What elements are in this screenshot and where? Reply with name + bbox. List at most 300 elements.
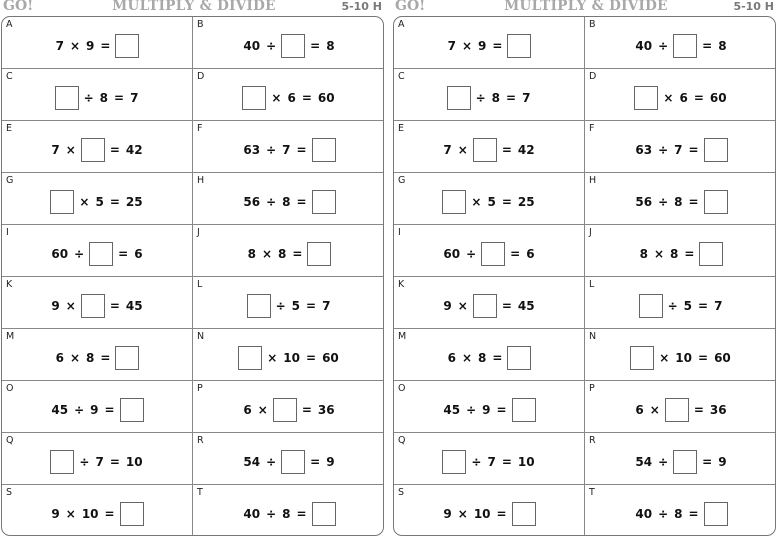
problem-cell-g <box>394 173 585 225</box>
equation-term: × <box>457 507 468 521</box>
equation <box>2 136 192 164</box>
answer-box[interactable] <box>704 502 728 526</box>
equation-term: 10 <box>675 351 692 365</box>
equation-term: = <box>492 39 503 53</box>
problem-cell-l <box>193 277 384 329</box>
equation-term: = <box>698 351 709 365</box>
equation-term: 54 <box>243 455 261 469</box>
problem-letter: O <box>6 383 14 394</box>
equation-term: ÷ <box>74 403 85 417</box>
worksheet-left <box>1 0 386 540</box>
equation-term: 9 <box>718 455 727 469</box>
equation <box>193 84 384 112</box>
equation-term: = <box>702 455 713 469</box>
answer-box[interactable] <box>81 138 105 162</box>
equation-term: × <box>461 39 472 53</box>
equation-term: × <box>659 351 670 365</box>
equation-term: = <box>114 91 125 105</box>
equation-term: × <box>461 351 472 365</box>
equation <box>2 448 192 476</box>
problem-letter: P <box>197 383 203 394</box>
answer-box[interactable] <box>247 294 271 318</box>
equation-term: = <box>496 403 507 417</box>
equation-term: = <box>501 455 512 469</box>
problem-cell-o <box>2 381 193 433</box>
answer-box[interactable] <box>630 346 654 370</box>
problem-grid <box>1 16 384 536</box>
answer-box[interactable] <box>512 502 536 526</box>
equation-term: = <box>310 455 321 469</box>
answer-box[interactable] <box>238 346 262 370</box>
worksheet-right <box>393 0 778 540</box>
equation-term: 6 <box>134 247 143 261</box>
problem-cell-d <box>585 69 776 121</box>
answer-box[interactable] <box>273 398 297 422</box>
equation-term: 25 <box>125 195 143 209</box>
equation-term: 5 <box>487 195 496 209</box>
equation-term: 7 <box>447 39 456 53</box>
equation-term: ÷ <box>658 455 669 469</box>
equation-term: 7 <box>95 455 104 469</box>
equation-term: 56 <box>635 195 653 209</box>
equation-term: 6 <box>526 247 535 261</box>
equation-term: = <box>501 299 512 313</box>
equation-term: × <box>69 39 80 53</box>
problem-cell-o <box>394 381 585 433</box>
problem-letter: T <box>197 487 203 498</box>
problem-cell-n <box>193 329 384 381</box>
equation-term: × <box>649 403 660 417</box>
answer-box[interactable] <box>281 450 305 474</box>
equation-term: = <box>100 39 111 53</box>
equation-term: 9 <box>443 299 452 313</box>
equation-term: 5 <box>291 299 300 313</box>
equation-term: 36 <box>709 403 727 417</box>
problem-letter: M <box>6 331 15 342</box>
problem-letter: R <box>589 435 596 446</box>
worksheet-code: 5-10 H <box>341 0 382 13</box>
equation-term: ÷ <box>466 247 477 261</box>
equation <box>193 344 384 372</box>
equation-term: = <box>684 247 695 261</box>
worksheet-header <box>1 0 386 16</box>
equation-term: = <box>301 403 312 417</box>
answer-box[interactable] <box>115 346 139 370</box>
answer-box[interactable] <box>473 294 497 318</box>
answer-box[interactable] <box>704 190 728 214</box>
equation-term: = <box>506 91 517 105</box>
answer-box[interactable] <box>115 34 139 58</box>
answer-box[interactable] <box>673 450 697 474</box>
equation-term: 63 <box>243 143 261 157</box>
problem-letter: H <box>197 175 205 186</box>
problem-cell-e <box>2 121 193 173</box>
equation-term: = <box>306 299 317 313</box>
problem-letter: L <box>589 279 595 290</box>
problem-cell-e <box>394 121 585 173</box>
problem-cell-i <box>2 225 193 277</box>
equation-term: × <box>663 91 674 105</box>
problem-cell-m <box>2 329 193 381</box>
problem-cell-a <box>394 17 585 69</box>
equation-term: × <box>65 507 76 521</box>
equation-term: = <box>702 39 713 53</box>
problem-letter: F <box>589 123 595 134</box>
answer-box[interactable] <box>507 34 531 58</box>
problem-letter: D <box>197 71 205 82</box>
equation-term: × <box>261 247 272 261</box>
equation-term: 42 <box>125 143 143 157</box>
equation-term: 8 <box>99 91 108 105</box>
equation-term: = <box>492 351 503 365</box>
equation-term: = <box>104 403 115 417</box>
equation-term: × <box>653 247 664 261</box>
equation-term: 60 <box>443 247 461 261</box>
problem-cell-n <box>585 329 776 381</box>
equation-term: × <box>69 351 80 365</box>
equation <box>585 136 776 164</box>
problem-letter: G <box>6 175 14 186</box>
equation-term: ÷ <box>266 455 277 469</box>
equation-term: = <box>688 195 699 209</box>
equation-term: 5 <box>683 299 692 313</box>
equation-term: 8 <box>491 91 500 105</box>
equation-term: = <box>510 247 521 261</box>
equation <box>585 240 776 268</box>
equation-term: × <box>457 299 468 313</box>
equation-term: 6 <box>447 351 456 365</box>
worksheet-code: 5-10 H <box>733 0 774 13</box>
equation-term: × <box>65 143 76 157</box>
equation-term: 9 <box>326 455 335 469</box>
answer-box[interactable] <box>312 502 336 526</box>
answer-box[interactable] <box>447 86 471 110</box>
problem-letter: A <box>398 19 405 30</box>
equation <box>193 396 384 424</box>
equation-term: 6 <box>55 351 64 365</box>
answer-box[interactable] <box>634 86 658 110</box>
problem-letter: N <box>197 331 205 342</box>
answer-box[interactable] <box>512 398 536 422</box>
answer-box[interactable] <box>50 190 74 214</box>
equation <box>585 344 776 372</box>
problem-letter: J <box>589 227 592 238</box>
equation-term: 8 <box>718 39 727 53</box>
answer-box[interactable] <box>665 398 689 422</box>
equation-term: ÷ <box>266 507 277 521</box>
equation <box>394 292 584 320</box>
problem-cell-l <box>585 277 776 329</box>
equation-term: 40 <box>635 39 653 53</box>
equation <box>585 84 776 112</box>
problem-cell-s <box>394 485 585 536</box>
problem-letter: K <box>6 279 13 290</box>
equation-term: 25 <box>517 195 535 209</box>
problem-cell-b <box>193 17 384 69</box>
problem-letter: C <box>6 71 13 82</box>
answer-box[interactable] <box>81 294 105 318</box>
answer-box[interactable] <box>473 138 497 162</box>
equation-term: 7 <box>282 143 291 157</box>
problem-letter: H <box>589 175 597 186</box>
equation-term: = <box>310 39 321 53</box>
equation-term: ÷ <box>466 403 477 417</box>
equation-term: ÷ <box>83 91 94 105</box>
problem-cell-m <box>394 329 585 381</box>
equation-term: 40 <box>635 507 653 521</box>
equation-term: × <box>271 91 282 105</box>
equation-term: 56 <box>243 195 261 209</box>
equation <box>394 188 584 216</box>
equation-term: = <box>292 247 303 261</box>
equation-term: 42 <box>517 143 535 157</box>
problem-letter: Q <box>6 435 14 446</box>
equation-term: 60 <box>714 351 731 365</box>
answer-box[interactable] <box>507 346 531 370</box>
problem-cell-j <box>585 225 776 277</box>
problem-letter: O <box>398 383 406 394</box>
answer-box[interactable] <box>120 398 144 422</box>
equation <box>394 32 584 60</box>
problem-letter: K <box>398 279 405 290</box>
equation <box>2 84 192 112</box>
answer-box[interactable] <box>55 86 79 110</box>
equation-term: = <box>688 507 699 521</box>
equation-term: ÷ <box>266 143 277 157</box>
equation <box>394 240 584 268</box>
equation-term: = <box>501 143 512 157</box>
equation-term: 45 <box>125 299 143 313</box>
equation-term: 60 <box>51 247 69 261</box>
equation-term: 7 <box>51 143 60 157</box>
equation-term: × <box>257 403 268 417</box>
equation-term: ÷ <box>266 195 277 209</box>
equation-term: ÷ <box>475 91 486 105</box>
worksheet-header <box>393 0 778 16</box>
problem-letter: J <box>197 227 200 238</box>
equation <box>394 500 584 528</box>
problem-letter: S <box>6 487 13 498</box>
answer-box[interactable] <box>120 502 144 526</box>
go-label: GO! <box>3 0 34 14</box>
problem-cell-p <box>585 381 776 433</box>
equation-term: = <box>296 507 307 521</box>
equation-term: × <box>65 299 76 313</box>
equation-term: ÷ <box>79 455 90 469</box>
equation-term: 40 <box>243 507 261 521</box>
equation-term: 7 <box>443 143 452 157</box>
equation-term: 8 <box>639 247 648 261</box>
answer-box[interactable] <box>639 294 663 318</box>
problem-cell-t <box>585 485 776 536</box>
answer-box[interactable] <box>442 190 466 214</box>
equation <box>2 292 192 320</box>
equation-term: = <box>501 195 512 209</box>
problem-cell-h <box>193 173 384 225</box>
problem-cell-k <box>394 277 585 329</box>
equation-term: ÷ <box>266 39 277 53</box>
equation-term: = <box>693 403 704 417</box>
problem-letter: D <box>589 71 597 82</box>
problem-cell-i <box>394 225 585 277</box>
equation-term: 45 <box>517 299 535 313</box>
answer-box[interactable] <box>312 138 336 162</box>
equation-term: ÷ <box>275 299 286 313</box>
equation-term: 10 <box>473 507 491 521</box>
worksheet-title: MULTIPLY & DIVIDE <box>112 0 276 14</box>
answer-box[interactable] <box>442 450 466 474</box>
problem-grid <box>393 16 776 536</box>
equation-term: 6 <box>679 91 688 105</box>
equation-term: × <box>267 351 278 365</box>
equation-term: 7 <box>487 455 496 469</box>
equation <box>394 396 584 424</box>
equation <box>193 292 384 320</box>
equation-term: = <box>688 143 699 157</box>
problem-letter: B <box>589 19 596 30</box>
equation-term: 10 <box>283 351 300 365</box>
answer-box[interactable] <box>481 242 505 266</box>
answer-box[interactable] <box>312 190 336 214</box>
equation-term: 9 <box>86 39 95 53</box>
problem-letter: I <box>6 227 9 238</box>
problem-letter: F <box>197 123 203 134</box>
equation-term: = <box>100 351 111 365</box>
equation-term: ÷ <box>74 247 85 261</box>
equation-term: 7 <box>714 299 723 313</box>
problem-cell-c <box>394 69 585 121</box>
problem-cell-r <box>585 433 776 485</box>
equation <box>585 32 776 60</box>
problem-letter: C <box>398 71 405 82</box>
equation-term: 6 <box>635 403 644 417</box>
equation-term: = <box>693 91 704 105</box>
equation <box>193 500 384 528</box>
equation-term: 9 <box>51 299 60 313</box>
answer-box[interactable] <box>242 86 266 110</box>
problem-cell-j <box>193 225 384 277</box>
equation-term: = <box>296 143 307 157</box>
equation-term: ÷ <box>658 39 669 53</box>
answer-box[interactable] <box>307 242 331 266</box>
problem-cell-b <box>585 17 776 69</box>
equation-term: 5 <box>95 195 104 209</box>
problem-letter: E <box>398 123 405 134</box>
equation <box>585 292 776 320</box>
equation <box>394 136 584 164</box>
equation-term: = <box>109 299 120 313</box>
answer-box[interactable] <box>704 138 728 162</box>
equation <box>2 500 192 528</box>
go-label: GO! <box>395 0 426 14</box>
equation-term: 63 <box>635 143 653 157</box>
equation-term: 8 <box>282 195 291 209</box>
equation <box>394 448 584 476</box>
equation-term: 40 <box>243 39 261 53</box>
equation-term: 8 <box>326 39 335 53</box>
problem-cell-d <box>193 69 384 121</box>
answer-box[interactable] <box>89 242 113 266</box>
equation-term: × <box>79 195 90 209</box>
equation <box>193 32 384 60</box>
problem-letter: P <box>589 383 595 394</box>
equation-term: = <box>496 507 507 521</box>
equation-term: 54 <box>635 455 653 469</box>
equation-term: 8 <box>478 351 487 365</box>
equation-term: = <box>109 195 120 209</box>
equation <box>2 240 192 268</box>
equation <box>2 188 192 216</box>
problem-cell-f <box>193 121 384 173</box>
equation-term: 7 <box>522 91 531 105</box>
equation <box>394 344 584 372</box>
equation-term: 8 <box>247 247 256 261</box>
equation-term: 9 <box>443 507 452 521</box>
equation-term: ÷ <box>658 507 669 521</box>
problem-cell-a <box>2 17 193 69</box>
equation-term: 45 <box>443 403 461 417</box>
answer-box[interactable] <box>50 450 74 474</box>
equation-term: ÷ <box>471 455 482 469</box>
problem-cell-f <box>585 121 776 173</box>
equation-term: = <box>306 351 317 365</box>
problem-letter: G <box>398 175 406 186</box>
problem-letter: R <box>197 435 204 446</box>
problem-letter: B <box>197 19 204 30</box>
problem-letter: N <box>589 331 597 342</box>
equation-term: = <box>104 507 115 521</box>
answer-box[interactable] <box>699 242 723 266</box>
problem-cell-p <box>193 381 384 433</box>
equation-term: 10 <box>125 455 143 469</box>
problem-cell-q <box>2 433 193 485</box>
equation-term: 8 <box>670 247 679 261</box>
equation <box>585 500 776 528</box>
equation-term: × <box>457 143 468 157</box>
equation-term: 36 <box>317 403 335 417</box>
problem-letter: S <box>398 487 405 498</box>
problem-cell-q <box>394 433 585 485</box>
equation-term: 8 <box>86 351 95 365</box>
equation-term: 8 <box>674 195 683 209</box>
equation <box>193 448 384 476</box>
equation-term: 10 <box>81 507 99 521</box>
equation-term: 60 <box>322 351 339 365</box>
equation-term: 9 <box>90 403 99 417</box>
equation-term: = <box>109 455 120 469</box>
equation-term: 60 <box>317 91 335 105</box>
equation-term: = <box>301 91 312 105</box>
equation-term: 10 <box>517 455 535 469</box>
equation <box>2 396 192 424</box>
equation-term: 7 <box>130 91 139 105</box>
equation-term: 7 <box>674 143 683 157</box>
equation <box>394 84 584 112</box>
problem-letter: I <box>398 227 401 238</box>
worksheet-title: MULTIPLY & DIVIDE <box>504 0 668 14</box>
answer-box[interactable] <box>281 34 305 58</box>
problem-cell-r <box>193 433 384 485</box>
problem-letter: Q <box>398 435 406 446</box>
answer-box[interactable] <box>673 34 697 58</box>
equation <box>585 396 776 424</box>
equation-term: 8 <box>282 507 291 521</box>
equation-term: ÷ <box>658 143 669 157</box>
equation-term: = <box>109 143 120 157</box>
equation <box>2 344 192 372</box>
equation-term: 8 <box>278 247 287 261</box>
equation-term: ÷ <box>658 195 669 209</box>
